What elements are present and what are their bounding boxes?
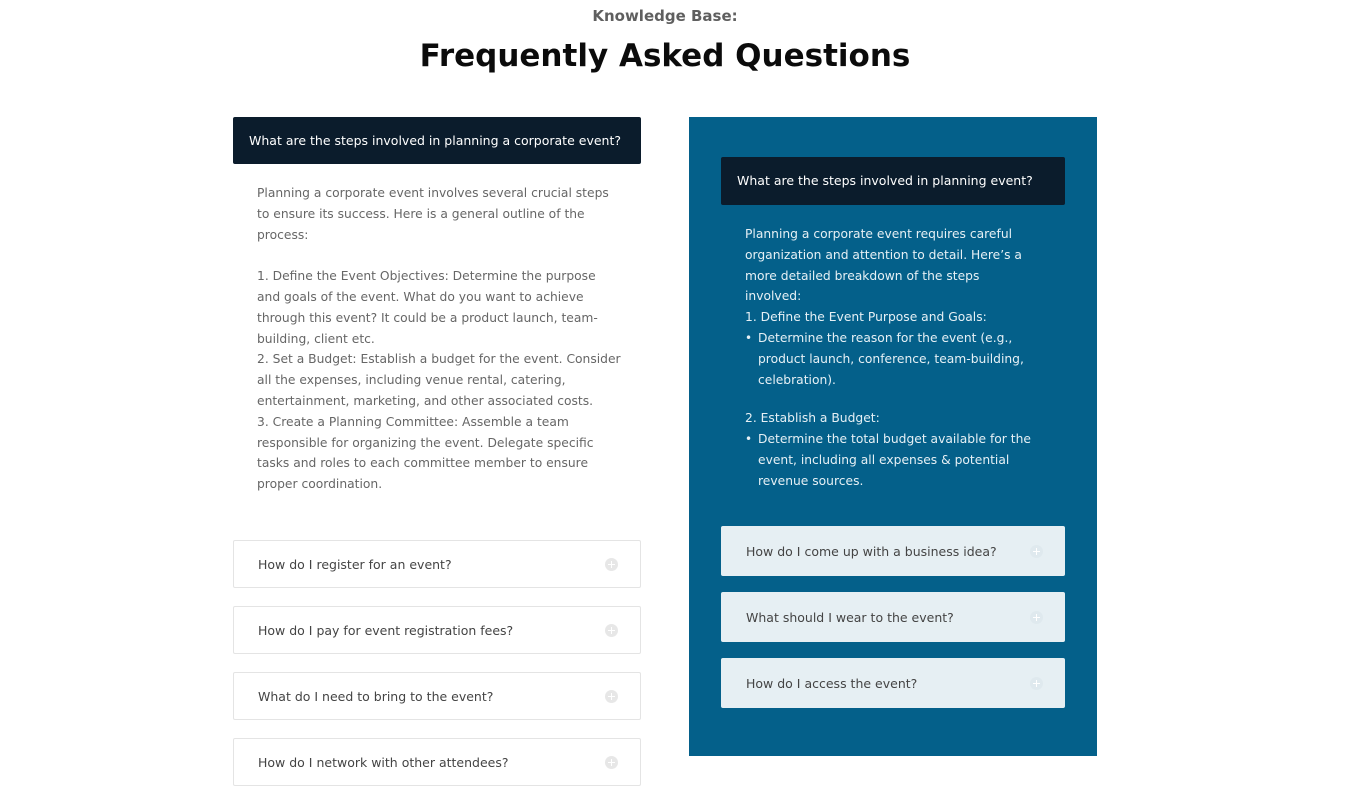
expand-plus-icon [1030, 545, 1043, 558]
answer-step-3: 3. Create a Planning Committee: Assemble a team responsible for organizing the event. Delegate specific tasks and roles to each committee member to ensure proper coordination. [257, 414, 594, 492]
expand-plus-icon [1030, 677, 1043, 690]
faq-item[interactable] [233, 738, 641, 786]
expand-plus-icon [605, 756, 618, 769]
knowledge-base-label: Knowledge Base: [592, 7, 738, 25]
bullet-text: Determine the reason for the event (e.g., product launch, conference, team-building, celebration). [758, 330, 1024, 387]
right-faq-panel [689, 117, 1097, 756]
answer-step-1-title: 1. Define the Event Purpose and Goals: [745, 310, 987, 325]
faq-question: How do I pay for event registration fees? [258, 622, 514, 638]
expand-plus-icon [1030, 611, 1043, 624]
faq-answer-right [721, 205, 1065, 526]
faq-question: How do I register for an event? [258, 556, 452, 572]
expand-plus-icon [605, 558, 618, 571]
left-faq-accordion [233, 117, 641, 804]
faq-open-question-right[interactable]: What are the steps involved in planning event? [721, 157, 1065, 205]
answer-intro: Planning a corporate event requires careful organization and attention to detail. Here’s a more detailed breakdown of the steps involved: [745, 227, 1022, 304]
bullet-item [745, 429, 1037, 491]
faq-question: How do I come up with a business idea? [746, 543, 997, 559]
faq-item[interactable] [721, 526, 1065, 576]
page-title: Frequently Asked Questions [419, 38, 911, 74]
answer-step-2-title: 2. Establish a Budget: [745, 411, 880, 426]
expand-plus-icon [605, 624, 618, 637]
bullet-icon: • [745, 330, 753, 345]
faq-item[interactable] [721, 658, 1065, 708]
answer-step-1: 1. Define the Event Objectives: Determine the purpose and goals of the event. What do you want to achieve through this event? It could be a product launch, team-building, client etc. [257, 269, 598, 346]
faq-question: What should I wear to the event? [746, 609, 954, 625]
faq-item[interactable] [233, 540, 641, 588]
bullet-icon: • [745, 432, 753, 447]
faq-item[interactable] [233, 606, 641, 654]
expand-plus-icon [605, 690, 618, 703]
answer-step-2: 2. Set a Budget: Establish a budget for the event. Consider all the expenses, including venue rental, catering, entertainment, marketing, and other associated costs. [257, 352, 621, 408]
faq-question: What do I need to bring to the event? [258, 688, 494, 704]
faq-open-question-left[interactable]: What are the steps involved in planning a corporate event? [233, 117, 641, 164]
faq-item[interactable] [721, 592, 1065, 642]
bullet-item [745, 328, 1037, 390]
faq-answer-left [233, 164, 641, 540]
faq-item[interactable] [233, 672, 641, 720]
bullet-text: Determine the total budget available for the event, including all expenses & potential revenue sources. [758, 432, 1031, 488]
faq-question: How do I access the event? [746, 675, 918, 691]
answer-intro: Planning a corporate event involves several crucial steps to ensure its success. Here is a general outline of the process: [257, 186, 609, 242]
faq-question: How do I network with other attendees? [258, 754, 509, 770]
